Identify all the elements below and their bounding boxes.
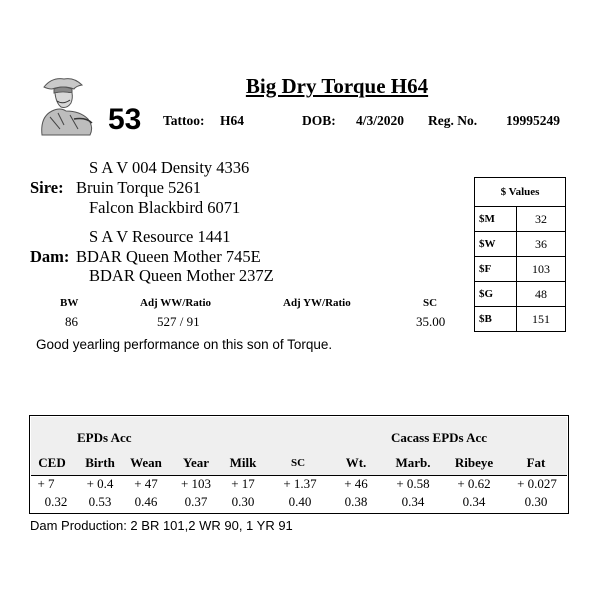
epd-value-fat: + 0.027 xyxy=(517,476,557,491)
dam-sire: S A V Resource 1441 xyxy=(89,227,231,246)
dollar-label: $M xyxy=(475,207,517,232)
table-row xyxy=(475,257,566,282)
epd-value-birth: + 0.4 xyxy=(86,476,114,491)
epd-value-sc: + 1.37 xyxy=(283,476,317,491)
dob-label: DOB: xyxy=(302,113,336,128)
epd-col-birth: Birth xyxy=(85,455,115,470)
epd-col-year: Year xyxy=(183,455,209,470)
tattoo-label: Tattoo: xyxy=(163,113,205,128)
ww-header: Adj WW/Ratio xyxy=(140,297,211,309)
yw-header: Adj YW/Ratio xyxy=(283,297,351,309)
epd-col-fat: Fat xyxy=(526,455,546,470)
acc-value-wean: 0.46 xyxy=(134,494,158,509)
acc-value-sc: 0.40 xyxy=(288,494,312,509)
acc-value-milk: 0.30 xyxy=(231,494,255,509)
epd-col-ribeye: Ribeye xyxy=(454,455,494,470)
dollar-value: 32 xyxy=(517,207,566,232)
reg-value: 19995249 xyxy=(506,113,560,128)
sire-label: Sire: xyxy=(30,178,64,197)
animal-name-title: Big Dry Torque H64 xyxy=(245,74,429,98)
epd-col-wt: Wt. xyxy=(345,455,367,470)
epd-value-ribeye: + 0.62 xyxy=(457,476,491,491)
dollar-label: $F xyxy=(475,257,517,282)
lot-number: 53 xyxy=(108,103,142,136)
epd-col-ced: CED xyxy=(38,455,66,470)
epd-group-label: EPDs Acc xyxy=(77,430,132,445)
carcass-group-label: Cacass EPDs Acc xyxy=(391,430,488,445)
dam-name: BDAR Queen Mother 745E xyxy=(76,247,261,266)
acc-value-birth: 0.53 xyxy=(88,494,112,509)
dollar-value: 48 xyxy=(517,282,566,307)
epd-value-year: + 103 xyxy=(180,476,212,491)
epd-value-wt: + 46 xyxy=(344,476,368,491)
acc-value-year: 0.37 xyxy=(184,494,208,509)
reg-label: Reg. No. xyxy=(428,113,478,128)
sc-header: SC xyxy=(423,297,438,309)
dollar-value: 103 xyxy=(517,257,566,282)
epd-value-marb: + 0.58 xyxy=(396,476,430,491)
epd-value-ced: + 7 xyxy=(37,476,55,491)
table-row xyxy=(475,207,566,232)
tattoo-value: H64 xyxy=(220,113,245,128)
dollar-value: 36 xyxy=(517,232,566,257)
bw-header: BW xyxy=(60,297,79,309)
sire-dam: Falcon Blackbird 6071 xyxy=(89,198,241,217)
acc-value-fat: 0.30 xyxy=(524,494,548,509)
acc-value-ced: 0.32 xyxy=(44,494,68,509)
ww-value: 527 / 91 xyxy=(157,314,200,329)
epd-value-milk: + 17 xyxy=(231,476,255,491)
sire-name: Bruin Torque 5261 xyxy=(76,178,202,197)
epd-value-wean: + 47 xyxy=(134,476,158,491)
acc-value-ribeye: 0.34 xyxy=(462,494,486,509)
dollar-label: $G xyxy=(475,282,517,307)
epd-col-milk: Milk xyxy=(229,455,257,470)
dob-value: 4/3/2020 xyxy=(356,113,405,128)
dollar-value: 151 xyxy=(517,307,566,332)
dollar-label: $B xyxy=(475,307,517,332)
acc-value-marb: 0.34 xyxy=(401,494,425,509)
dam-production-text: Dam Production: 2 BR 101,2 WR 90, 1 YR 91 xyxy=(30,518,293,533)
bw-value: 86 xyxy=(65,314,78,329)
acc-value-wt: 0.38 xyxy=(344,494,368,509)
dollar-label: $W xyxy=(475,232,517,257)
epd-col-marb: Marb. xyxy=(395,455,431,470)
epd-col-sc: SC xyxy=(290,457,306,469)
table-row xyxy=(475,282,566,307)
sc-value: 35.00 xyxy=(416,314,446,329)
sire-sire: S A V 004 Density 4336 xyxy=(89,158,250,177)
table-row xyxy=(475,307,566,332)
table-row xyxy=(475,232,566,257)
comment-text: Good yearling performance on this son of Torque. xyxy=(36,337,333,352)
dam-label: Dam: xyxy=(30,247,70,266)
dollar-values-title: $ Values xyxy=(475,178,566,207)
dollar-values-table xyxy=(474,177,566,332)
epd-col-wean: Wean xyxy=(130,455,162,470)
dam-dam: BDAR Queen Mother 237Z xyxy=(89,266,274,285)
